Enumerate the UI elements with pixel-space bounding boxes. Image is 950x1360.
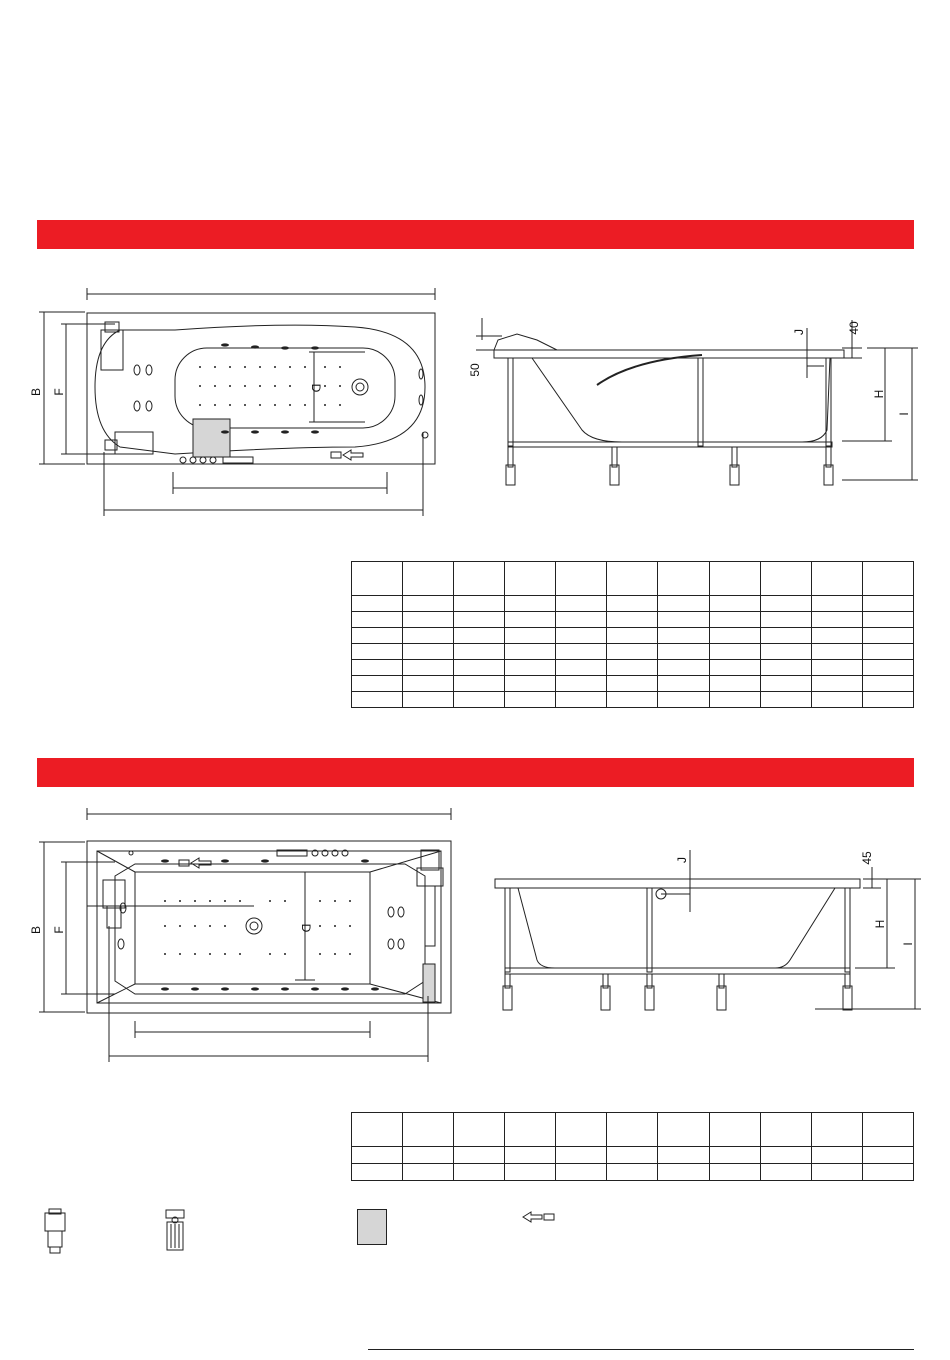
table-row	[352, 660, 914, 676]
table-1-header-row	[352, 562, 914, 596]
side-1-label-i: I	[897, 412, 911, 416]
bathtub-2-plan-view	[25, 806, 455, 1066]
table-2-header-row	[352, 1113, 914, 1147]
pump-large-icon	[160, 1206, 190, 1256]
dimension-table-2	[351, 1112, 914, 1181]
table-row	[352, 628, 914, 644]
footer-rule	[368, 1349, 914, 1350]
pump-small-icon	[40, 1207, 70, 1257]
plan-1-label-f: F	[52, 388, 66, 396]
plan-1-label-b: B	[29, 387, 43, 397]
section-2-header-band	[37, 758, 914, 787]
table-row	[352, 692, 914, 708]
plan-2-label-f: F	[52, 926, 66, 934]
side-1-label-50: 50	[468, 363, 482, 377]
side-2-label-i: I	[901, 942, 915, 946]
side-1-label-40: 40	[847, 321, 861, 335]
plan-1-label-d: D	[309, 383, 323, 393]
side-2-label-45: 45	[860, 851, 874, 865]
table-row	[352, 1164, 914, 1181]
plan-2-label-b: B	[29, 925, 43, 935]
table-row	[352, 596, 914, 612]
table-row	[352, 644, 914, 660]
bathtub-1-side-view	[462, 310, 922, 490]
side-1-label-j: J	[792, 329, 806, 335]
access-panel-icon	[357, 1209, 387, 1245]
section-1-header-band	[37, 220, 914, 249]
table-row	[352, 1147, 914, 1164]
side-2-label-j: J	[675, 857, 689, 863]
bathtub-1-plan-view	[25, 282, 450, 517]
plan-2-label-d: D	[299, 923, 313, 933]
bathtub-2-side-view	[485, 842, 925, 1012]
table-row	[352, 676, 914, 692]
dimension-table-1	[351, 561, 914, 708]
overflow-arrow-icon	[522, 1210, 556, 1224]
side-1-label-h: H	[872, 389, 886, 399]
table-row	[352, 612, 914, 628]
side-2-label-h: H	[873, 919, 887, 929]
